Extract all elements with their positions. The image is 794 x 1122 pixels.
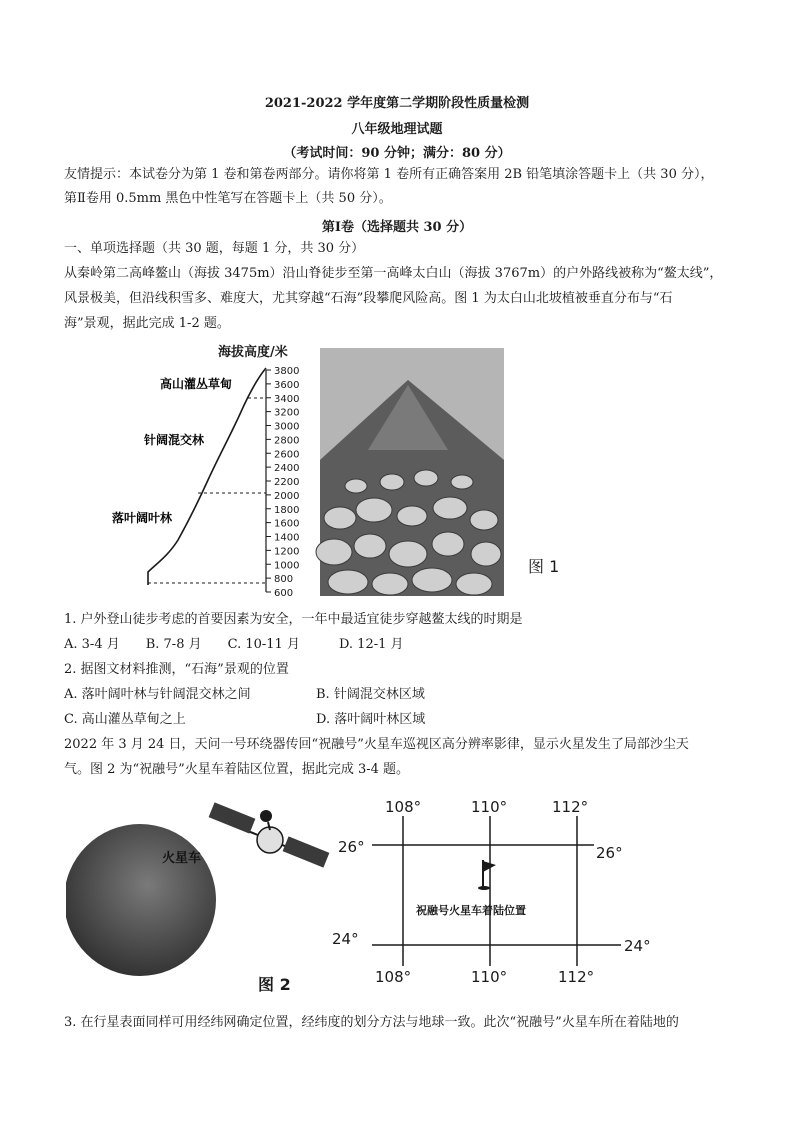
altitude-tick-label: 800 <box>274 574 294 586</box>
figure-2 <box>66 788 666 998</box>
notice-line-1: 友情提示：本试卷分为第 1 卷和第卷两部分。请你将第 1 卷所有正确答案用 2B 铅笔填涂答题卡上（共 30 分）， <box>64 167 714 182</box>
slope-outline <box>148 368 266 585</box>
tick-labels <box>266 366 299 599</box>
altitude-tick-label: 3000 <box>274 421 300 433</box>
exam-info: （考试时间：90 分钟；满分：80 分） <box>283 146 511 161</box>
mars-rover-label: 火星车 <box>162 851 202 866</box>
altitude-tick-label: 1600 <box>274 518 300 530</box>
zone-label-top: 高山灌丛草甸 <box>160 377 233 391</box>
q1-stem: 1. 户外登山徒步考虑的首要因素为安全，一年中最适宜徒步穿越鳌太线的时期是 <box>64 612 523 627</box>
lat-26-left: 26° <box>338 838 365 856</box>
landing-site-label: 祝融号火星车着陆位置 <box>416 904 526 917</box>
altitude-tick-label: 1800 <box>274 504 300 516</box>
q2-option-b: B. 针阔混交林区域 <box>316 687 425 702</box>
figure-2-svg <box>66 788 666 998</box>
zone-label-low: 落叶阔叶林 <box>112 511 173 525</box>
exam-title: 2021-2022 学年度第二学期阶段性质量检测 <box>264 96 530 111</box>
stone-sea-photo <box>316 348 504 596</box>
q2-option-d: D. 落叶阔叶林区域 <box>316 712 426 727</box>
lat-24-right: 24° <box>624 937 651 955</box>
altitude-tick-label: 1400 <box>274 532 300 544</box>
figure-1-caption: 图 1 <box>528 557 560 576</box>
landing-flag-icon <box>478 860 496 890</box>
q1-options: A. 3-4 月 B. 7-8 月 C. 10-11 月 D. 12-1 月 <box>64 637 404 652</box>
altitude-tick-label: 2800 <box>274 435 300 447</box>
passage1-line-1: 从秦岭第二高峰鳌山（海拔 3475m）沿山脊徒步至第一高峰太白山（海拔 3767m）的户外路线被称为“鳌太线”， <box>64 266 723 281</box>
altitude-tick-label: 2600 <box>274 449 300 461</box>
altitude-tick-label: 3600 <box>274 379 300 391</box>
q3-stem: 3. 在行星表面同样可用经纬网确定位置，经纬度的划分方法与地球一致。此次“祝融号”火星车所在着陆地的 <box>64 1015 679 1030</box>
altitude-tick-label: 2000 <box>274 490 300 502</box>
lon-110-bottom: 110° <box>471 968 508 986</box>
altitude-tick-label: 2400 <box>274 463 300 475</box>
lon-110-top: 110° <box>471 798 508 816</box>
altitude-tick-label: 3400 <box>274 393 300 405</box>
figure-2-caption: 图 2 <box>258 975 291 994</box>
section-title: 第Ⅰ卷（选择题共 30 分） <box>321 220 473 235</box>
lat-24-left: 24° <box>332 930 359 948</box>
q2-option-c: C. 高山灌丛草甸之上 <box>64 712 186 727</box>
satellite-icon <box>209 802 330 867</box>
altitude-tick-label: 2200 <box>274 477 300 488</box>
passage2-line-2: 气。图 2 为“祝融号”火星车着陆区位置，据此完成 3-4 题。 <box>64 762 410 777</box>
lon-108-top: 108° <box>385 798 422 816</box>
passage1-line-3: 海”景观，据此完成 1-2 题。 <box>64 316 230 331</box>
passage2-line-1: 2022 年 3 月 24 日，天问一号环绕器传回“祝融号”火星车巡视区高分辨率影律，显示火星发生了局部沙尘天 <box>64 737 689 752</box>
axis-title: 海拔高度/米 <box>218 345 288 360</box>
passage1-line-2: 风景极美，但沿线积雪多、难度大，尤其穿越“石海”段攀爬风险高。图 1 为太白山北坡植被垂直分布与“石 <box>64 291 673 306</box>
altitude-tick-label: 3200 <box>274 407 300 419</box>
lat-26-right: 26° <box>596 844 623 862</box>
lon-112-top: 112° <box>552 798 589 816</box>
altitude-tick-label: 1200 <box>274 546 300 558</box>
altitude-tick-label: 3800 <box>274 366 300 377</box>
lat-lon-grid <box>372 816 621 966</box>
mars-globe <box>66 824 216 976</box>
part-title: 一、单项选择题（共 30 题，每题 1 分，共 30 分） <box>64 241 365 256</box>
figure-1-svg <box>108 340 568 602</box>
lon-108-bottom: 108° <box>375 968 412 986</box>
q2-option-a: A. 落叶阔叶林与针阔混交林之间 <box>64 687 251 702</box>
altitude-tick-label: 600 <box>274 588 294 599</box>
notice-line-2: 第Ⅱ卷用 0.5mm 黑色中性笔写在答题卡上（共 50 分）。 <box>64 191 392 206</box>
zone-label-mid: 针阔混交林 <box>144 433 205 447</box>
lon-112-bottom: 112° <box>558 968 595 986</box>
exam-subtitle: 八年级地理试题 <box>351 122 443 137</box>
figure-1 <box>108 340 568 602</box>
q2-stem: 2. 据图文材料推测，“石海”景观的位置 <box>64 662 289 677</box>
altitude-tick-label: 1000 <box>274 560 300 572</box>
